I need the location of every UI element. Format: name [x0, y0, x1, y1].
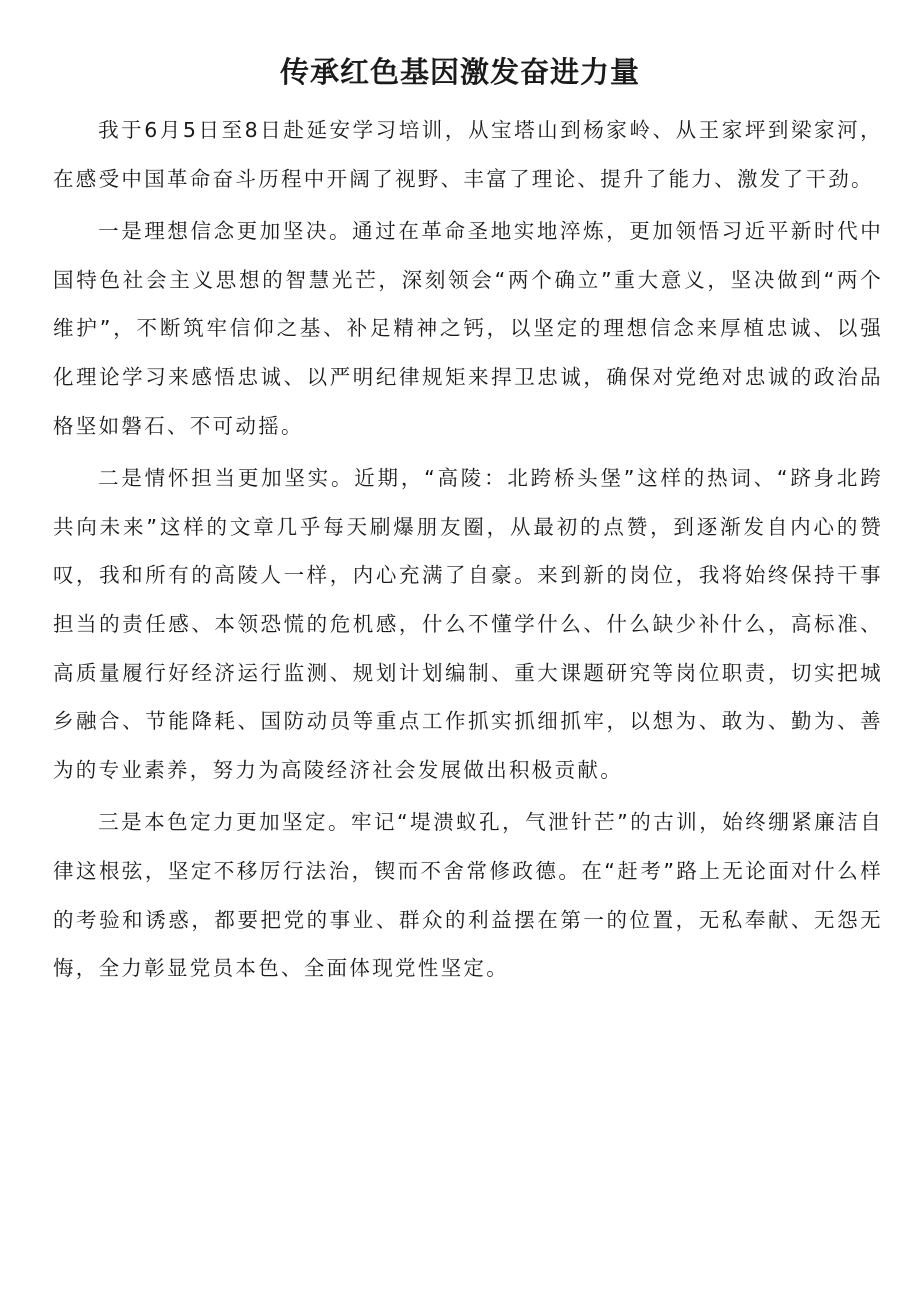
paragraph-integrity: 三是本色定力更加坚定。牢记“堤溃蚁孔，气泄针芒”的古训，始终绷紧廉洁自律这根弦，坚定不移厉行法治，锲而不舍常修政德。在“赶考”路上无论面对什么样的考验和诱惑，都要把党的事业、群众的利益摆在第一的位置，无私奉献、无怨无悔，全力彰显党员本色、全面体现党性坚定。: [53, 810, 883, 981]
document-title: 传承红色基因激发奋进力量: [279, 55, 640, 89]
document-body: [53, 106, 883, 997]
paragraph-intro: 我于6月5日至8日赴延安学习培训，从宝塔山到杨家岭、从王家坪到梁家河，在感受中国革命奋斗历程中开阔了视野、丰富了理论、提升了能力、激发了干劲。: [53, 118, 883, 191]
paragraph-responsibility: 二是情怀担当更加坚实。近期，“高陵：北跨桥头堡”这样的热词、“跻身北跨共向未来”这样的文章几乎每天刷爆朋友圈，从最初的点赞，到逐渐发自内心的赞叹，我和所有的高陵人一样，内心充满了自豪。来到新的岗位，我将始终保持干事担当的责任感、本领恐慌的危机感，什么不懂学什么、什么缺少补什么，高标准、高质量履行好经济运行监测、规划计划编制、重大课题研究等岗位职责，切实把城乡融合、节能降耗、国防动员等重点工作抓实抓细抓牢，以想为、敢为、勤为、善为的专业素养，努力为高陵经济社会发展做出积极贡献。: [53, 466, 883, 782]
paragraph-ideals: 一是理想信念更加坚决。通过在革命圣地实地淬炼，更加领悟习近平新时代中国特色社会主义思想的智慧光芒，深刻领会“两个确立”重大意义，坚决做到“两个维护”，不断筑牢信仰之基、补足精神之钙，以坚定的理想信念来厚植忠诚、以强化理论学习来感悟忠诚、以严明纪律规矩来捍卫忠诚，确保对党绝对忠诚的政治品格坚如磐石、不可动摇。: [53, 219, 883, 438]
